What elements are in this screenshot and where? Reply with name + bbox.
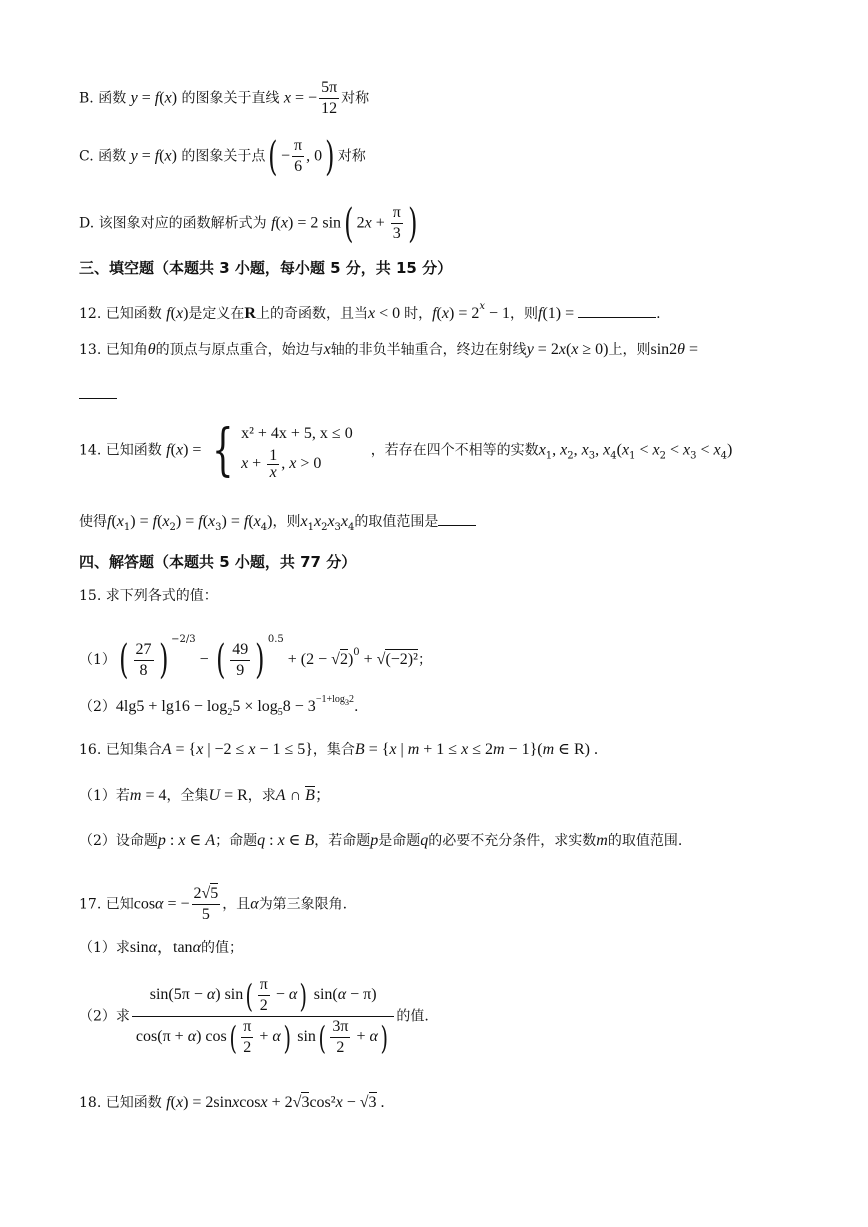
answer-blank[interactable] xyxy=(578,303,656,318)
question-16-part2: （2）设命题p : x ∈ A；命题q : x ∈ B，若命题p是命题q的必要不充分条件，求实数m的取值范围. xyxy=(79,832,683,849)
question-13: 13. 已知角θ的顶点与原点重合，始边与x轴的非负半轴重合，终边在射线y = 2x(x ≥ 0)上，则sin2θ = xyxy=(79,341,699,358)
fraction: $\frac{5\pi}{12}$ xyxy=(321,79,338,117)
question-15-part1: （1）( $\frac{27}{8}$ ) $^{-2/3}$ − ( $\frac{49}{9}$ ) $^{0.5} + (2 - √2)^0 + √(-2)^2$； xyxy=(79,634,432,683)
question-17: 17. 已知cosα = − $\frac{2√5}{5}$ ，且α为第三象限角. xyxy=(79,885,348,923)
question-16: 16. 已知集合A = {x | −2 ≤ x − 1 ≤ 5}，集合B = {x | m + 1 ≤ x ≤ 2m − 1}(m ∈ R) . xyxy=(79,741,598,758)
question-16-part1: （1）若m = 4，全集U = R，求A ∩ B； xyxy=(79,787,331,804)
option-d: D. 该图象对应的函数解析式为 f(x) = 2 sin( 2x + $\frac{\pi}{3}$ ) xyxy=(79,200,418,247)
answer-blank[interactable] xyxy=(438,511,476,526)
question-15: 15. 求下列各式的值： xyxy=(79,588,218,604)
option-c: C. 函数 y = f(x) 的图象关于点( − $\frac{\pi}{6}$ , 0) 对称 xyxy=(79,133,366,180)
piecewise-cases: x² + 4x + 5, x ≤ 0 x + $\frac{1}{x}$ , x > 0 xyxy=(241,425,353,481)
question-15-part2: $(2)4\lg 5 + \lg 16 - \log_25 \times \log_58 - 3^{-1+log_32}$. xyxy=(79,694,359,718)
fraction: $\frac{\pi}{3}$ xyxy=(392,204,401,242)
question-14-cont: 使得$f(x_1) = f(x_2) = f(x_3) = f(x_4)$，则$x_1x_2x_3x_4$的取值范围是 xyxy=(79,511,476,538)
fraction: $\frac{\pi}{6}$ xyxy=(294,137,303,175)
question-17-part2: （2）求 sin(5π − α) sin( $\frac{\pi}{2}$ − α) sin(α − π) cos(π + α) cos( $\frac{\pi}{2}$ + α) sin( $\frac{3\pi}{2}$ + α) 的值. xyxy=(79,976,429,1057)
answer-blank-line xyxy=(79,384,117,405)
answer-blank[interactable] xyxy=(79,384,117,399)
section-heading: 四、解答题（本题共 5 小题，共 77 分） xyxy=(79,553,357,571)
section-heading: 三、填空题（本题共 3 小题，每小题 5 分，共 15 分） xyxy=(79,259,453,277)
option-b: B. 函数 y = f(x) 的图象关于直线 x = − $\frac{5\pi}{12}$ 对称 xyxy=(79,79,370,117)
question-17-part1: （1）求sinα，tanα的值； xyxy=(79,939,243,956)
question-14: 14. 已知函数 f(x) = { x² + 4x + 5, x ≤ 0 x + $\frac{1}{x}$ , x > 0 ，若存在四个不相等的实数$x_1$, $x_2$, $x_3$, $x_4(x_1 < x_2 < x_3 < x_4)$ xyxy=(79,417,733,483)
question-18: 18. 已知函数 f(x) = 2sinxcosx + 2√3cos²x − √3 . xyxy=(79,1094,385,1111)
question-12: 12. 已知函数 f(x)是定义在R上的奇函数，且当x < 0 时，$f(x) = 2^x - 1$，则f(1) = . xyxy=(79,301,661,322)
